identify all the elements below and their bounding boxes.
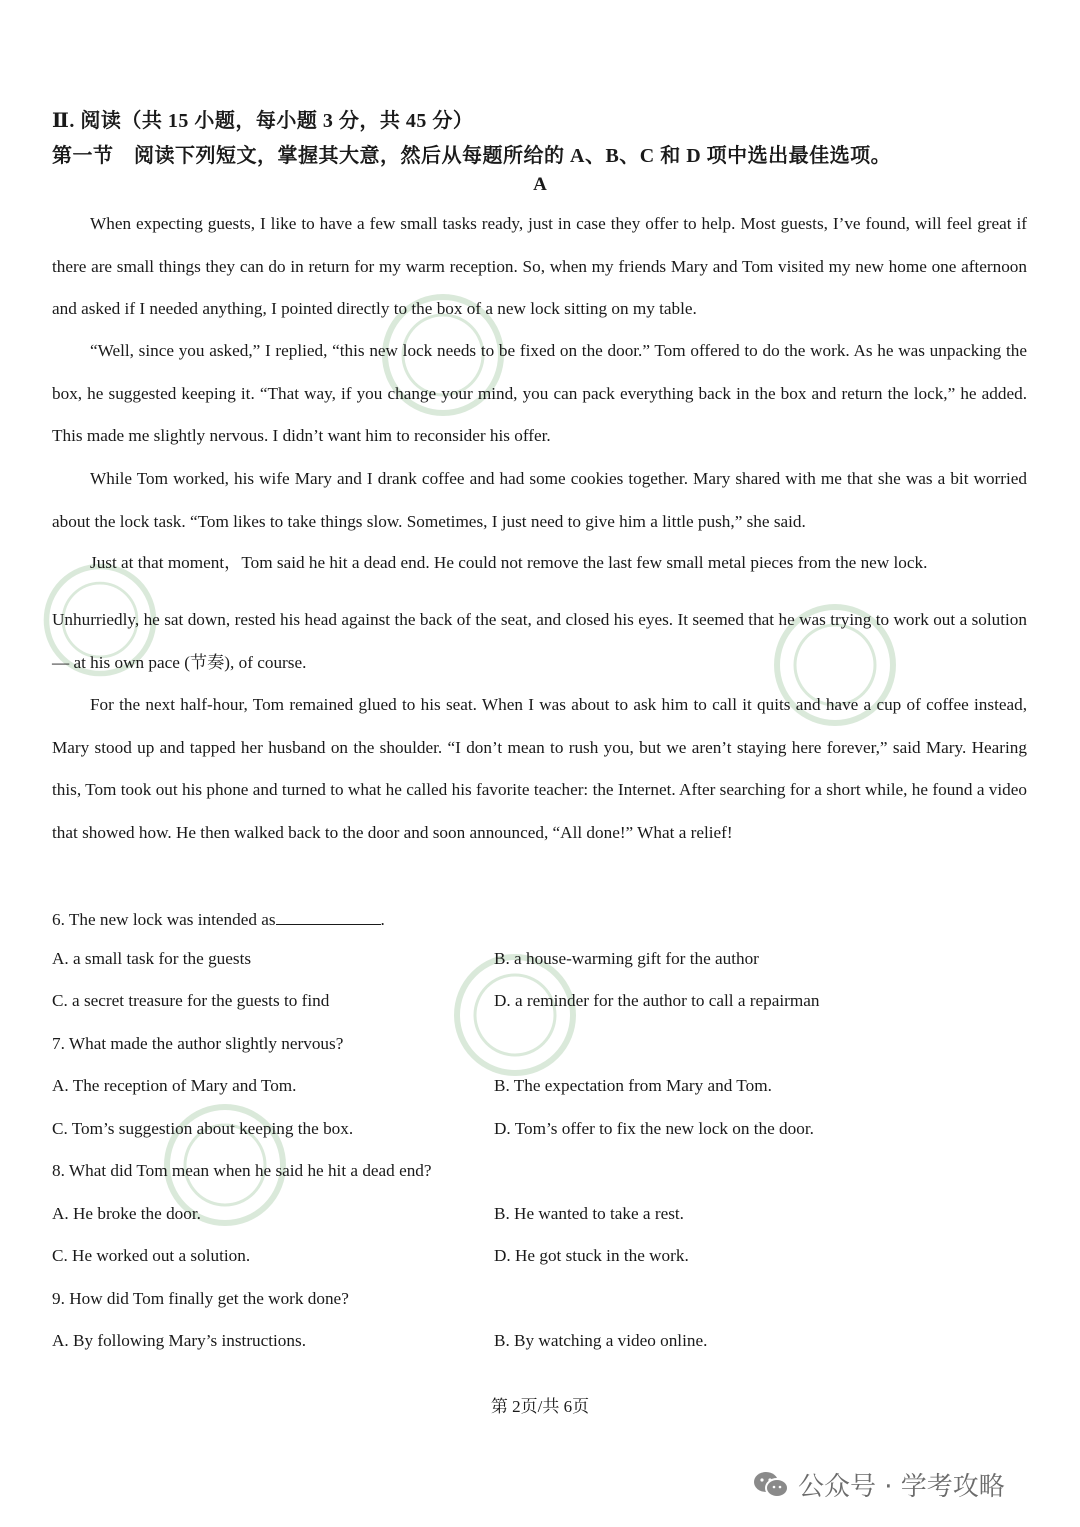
section-instruction: 第一节 阅读下列短文，掌握其大意，然后从每题所给的 A、B、C 和 D 项中选出最佳选项。 xyxy=(52,145,892,167)
option-b: B. The expectation from Mary and Tom. xyxy=(494,1076,772,1095)
passage-paragraph: “Well, since you asked,” I replied, “this new lock needs to be fixed on the door.” Tom offered to do the work. As he was unpacking the box, he suggested keeping it. “That way, if you change your mind, you can pack everything back in the box and return the lock,” he added. This made me slightly nervous. I didn’t want him to reconsider his offer. xyxy=(52,341,1027,445)
section-title: Ⅱ. 阅读（共 15 小题，每小题 3 分，共 45 分） xyxy=(52,110,474,132)
question-stem: 6. The new lock was intended as . xyxy=(52,906,385,930)
passage-paragraph: For the next half-hour, Tom remained glued to his seat. When I was about to ask him to call it quits and have a cup of coffee instead, Mary stood up and tapped her husband on the shoulder. “I don’t mean to rush you, but we aren’t staying here forever,” said Mary. Hearing this, Tom took out his phone and turned to what he called his favorite teacher: the Internet. After searching for a short while, he found a video that showed how. He then walked back to the door and soon announced, “All done!” What a relief! xyxy=(52,695,1027,842)
option-b: B. By watching a video online. xyxy=(494,1331,708,1350)
answer-blank xyxy=(276,906,381,925)
option-b: B. He wanted to take a rest. xyxy=(494,1204,684,1223)
wechat-account-watermark xyxy=(752,1466,1005,1503)
option-d: D. Tom’s offer to fix the new lock on the door. xyxy=(494,1119,814,1138)
option-b: B. a house-warming gift for the author xyxy=(494,949,759,968)
account-label: 公众号 · 学考攻略 xyxy=(798,1472,1005,1502)
option-d: D. He got stuck in the work. xyxy=(494,1246,689,1265)
passage-paragraph: When expecting guests, I like to have a few small tasks ready, just in case they offer to help. Most guests, I’ve found, will feel great if there are small things they can do in return for my warm reception. So, when my friends Mary and Tom visited my new home one afternoon and asked if I needed anything, I pointed directly to the box of a new lock sitting on my table. xyxy=(52,214,1027,318)
option-a: A. By following Mary’s instructions. xyxy=(52,1331,306,1350)
page-number: 第 2页/共 6页 xyxy=(490,1397,590,1416)
option-d: D. a reminder for the author to call a repairman xyxy=(494,991,820,1010)
option-c: C. a secret treasure for the guests to find xyxy=(52,991,330,1010)
passage-paragraph: While Tom worked, his wife Mary and I drank coffee and had some cookies together. Mary shared with me that she was a bit worried about the lock task. “Tom likes to take things slow. Sometimes, I just need to give him a little push,” she said. xyxy=(52,469,1027,531)
question-stem: 8. What did Tom mean when he said he hit a dead end? xyxy=(52,1161,432,1180)
passage-paragraph: Just at that moment，Tom said he hit a dead end. He could not remove the last few small metal pieces from the new lock. xyxy=(90,553,928,572)
option-c: C. He worked out a solution. xyxy=(52,1246,251,1265)
option-a: A. The reception of Mary and Tom. xyxy=(52,1076,297,1095)
question-stem: 7. What made the author slightly nervous? xyxy=(52,1034,344,1053)
option-a: A. a small task for the guests xyxy=(52,949,252,968)
passage-paragraph: Unhurriedly, he sat down, rested his head against the back of the seat, and closed his eyes. It seemed that he was trying to work out a solution — at his own pace (节奏), of course. xyxy=(52,610,1027,672)
watermark-logo xyxy=(450,950,580,1080)
option-c: C. Tom’s suggestion about keeping the box. xyxy=(52,1119,354,1138)
option-a: A. He broke the door. xyxy=(52,1204,201,1223)
passage-letter: A xyxy=(533,174,547,195)
wechat-icon xyxy=(752,1469,790,1501)
question-stem: 9. How did Tom finally get the work done? xyxy=(52,1289,349,1308)
